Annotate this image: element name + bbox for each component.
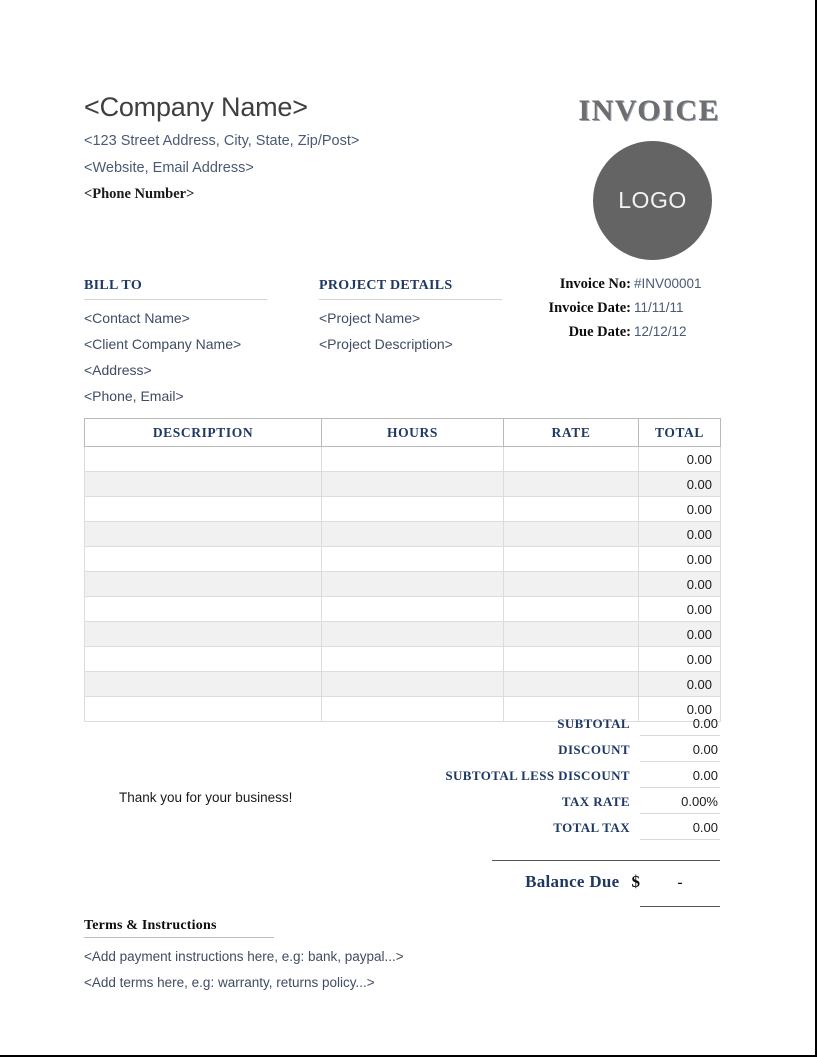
column-header-rate: RATE: [504, 419, 639, 447]
line-items-table: [84, 418, 721, 722]
totals-label: DISCOUNT: [558, 742, 630, 757]
cell-hours[interactable]: [322, 597, 504, 622]
logo-placeholder[interactable]: [593, 141, 712, 260]
cell-hours[interactable]: [322, 472, 504, 497]
cell-hours[interactable]: [322, 572, 504, 597]
invoice-number-row: [460, 276, 720, 293]
totals-row: [440, 814, 720, 840]
totals-value[interactable]: 0.00: [640, 820, 720, 840]
cell-rate[interactable]: [504, 447, 639, 472]
terms-policy[interactable]: <Add terms here, e.g: warranty, returns policy...>: [84, 975, 375, 990]
due-date-value[interactable]: 12/12/12: [634, 324, 687, 339]
bill-to-block: [84, 278, 284, 404]
cell-description[interactable]: [85, 597, 322, 622]
thank-you-note: Thank you for your business!: [119, 790, 293, 805]
totals-value[interactable]: 0.00: [640, 768, 720, 788]
table-row[interactable]: [85, 472, 721, 497]
table-row[interactable]: [85, 622, 721, 647]
company-name: <Company Name>: [84, 92, 308, 122]
totals-label: SUBTOTAL: [557, 716, 630, 731]
cell-hours[interactable]: [322, 672, 504, 697]
totals-row: [440, 762, 720, 788]
cell-rate[interactable]: [504, 572, 639, 597]
table-row[interactable]: [85, 497, 721, 522]
table-header-row: [85, 419, 721, 447]
due-date-label: Due Date:: [568, 324, 631, 340]
cell-description[interactable]: [85, 522, 322, 547]
bill-to-heading: BILL TO: [84, 278, 267, 300]
invoice-date-value[interactable]: 11/11/11: [634, 300, 684, 315]
due-date-row: [460, 324, 720, 341]
bill-to-contact-name[interactable]: <Contact Name>: [84, 310, 190, 326]
line-items-body: [85, 447, 721, 722]
cell-description[interactable]: [85, 647, 322, 672]
terms-payment-instructions[interactable]: <Add payment instructions here, e.g: bank, paypal...>: [84, 949, 404, 964]
table-row[interactable]: [85, 647, 721, 672]
cell-description[interactable]: [85, 547, 322, 572]
cell-total[interactable]: 0.00: [639, 522, 721, 547]
table-row[interactable]: [85, 572, 721, 597]
cell-description[interactable]: [85, 497, 322, 522]
totals-value[interactable]: 0.00%: [640, 794, 720, 814]
table-row[interactable]: [85, 522, 721, 547]
totals-value[interactable]: 0.00: [640, 716, 720, 736]
cell-total[interactable]: 0.00: [639, 497, 721, 522]
cell-description[interactable]: [85, 672, 322, 697]
totals-block: [440, 710, 720, 840]
table-row[interactable]: [85, 672, 721, 697]
cell-description[interactable]: [85, 472, 322, 497]
invoice-number-value[interactable]: #INV00001: [634, 276, 702, 291]
cell-total[interactable]: 0.00: [639, 672, 721, 697]
cell-rate[interactable]: [504, 547, 639, 572]
terms-block: [84, 918, 414, 990]
balance-due-underline: [640, 906, 720, 907]
totals-label: TAX RATE: [561, 794, 630, 809]
totals-row: [440, 710, 720, 736]
cell-rate[interactable]: [504, 647, 639, 672]
cell-rate[interactable]: [504, 472, 639, 497]
company-website-email: <Website, Email Address>: [84, 160, 254, 176]
cell-total[interactable]: 0.00: [639, 447, 721, 472]
balance-due-amount: -: [677, 875, 683, 891]
cell-rate[interactable]: [504, 672, 639, 697]
invoice-date-label: Invoice Date:: [548, 300, 631, 316]
bill-to-client-company[interactable]: <Client Company Name>: [84, 336, 242, 352]
balance-due-row: [492, 860, 720, 892]
cell-hours[interactable]: [322, 547, 504, 572]
totals-value[interactable]: 0.00: [640, 742, 720, 762]
column-header-hours: HOURS: [322, 419, 504, 447]
cell-rate[interactable]: [504, 597, 639, 622]
table-row[interactable]: [85, 547, 721, 572]
cell-hours[interactable]: [322, 497, 504, 522]
balance-due-label: Balance Due: [525, 872, 620, 891]
cell-total[interactable]: 0.00: [639, 597, 721, 622]
cell-rate[interactable]: [504, 622, 639, 647]
cell-total[interactable]: 0.00: [639, 697, 721, 722]
cell-description[interactable]: [85, 447, 322, 472]
project-description[interactable]: <Project Description>: [319, 336, 453, 352]
table-row[interactable]: [85, 597, 721, 622]
page-title: INVOICE: [578, 94, 720, 127]
cell-hours[interactable]: [322, 647, 504, 672]
totals-label: SUBTOTAL LESS DISCOUNT: [445, 768, 630, 783]
project-name[interactable]: <Project Name>: [319, 310, 421, 326]
invoice-header: [84, 92, 720, 252]
cell-description[interactable]: [85, 572, 322, 597]
invoice-meta-block: [460, 276, 720, 348]
company-phone: <Phone Number>: [84, 186, 195, 202]
balance-due-currency: $: [631, 872, 640, 891]
totals-row: [440, 788, 720, 814]
cell-total[interactable]: 0.00: [639, 647, 721, 672]
cell-total[interactable]: 0.00: [639, 572, 721, 597]
cell-total[interactable]: 0.00: [639, 622, 721, 647]
cell-hours[interactable]: [322, 522, 504, 547]
bill-to-phone-email[interactable]: <Phone, Email>: [84, 388, 184, 404]
cell-total[interactable]: 0.00: [639, 472, 721, 497]
invoice-date-row: [460, 300, 720, 317]
column-header-total: TOTAL: [639, 419, 721, 447]
table-row[interactable]: [85, 447, 721, 472]
cell-rate[interactable]: [504, 497, 639, 522]
company-address: <123 Street Address, City, State, Zip/Post>: [84, 133, 360, 149]
project-details-heading: PROJECT DETAILS: [319, 278, 502, 300]
cell-rate[interactable]: [504, 522, 639, 547]
totals-label: TOTAL TAX: [553, 820, 630, 835]
column-header-description: DESCRIPTION: [85, 419, 322, 447]
terms-heading: Terms & Instructions: [84, 918, 274, 938]
totals-row: [440, 736, 720, 762]
cell-hours[interactable]: [322, 622, 504, 647]
logo-label: LOGO: [618, 187, 687, 213]
cell-hours[interactable]: [322, 447, 504, 472]
cell-description[interactable]: [85, 697, 322, 722]
invoice-number-label: Invoice No:: [559, 276, 631, 292]
bill-to-address[interactable]: <Address>: [84, 362, 152, 378]
cell-total[interactable]: 0.00: [639, 547, 721, 572]
cell-description[interactable]: [85, 622, 322, 647]
